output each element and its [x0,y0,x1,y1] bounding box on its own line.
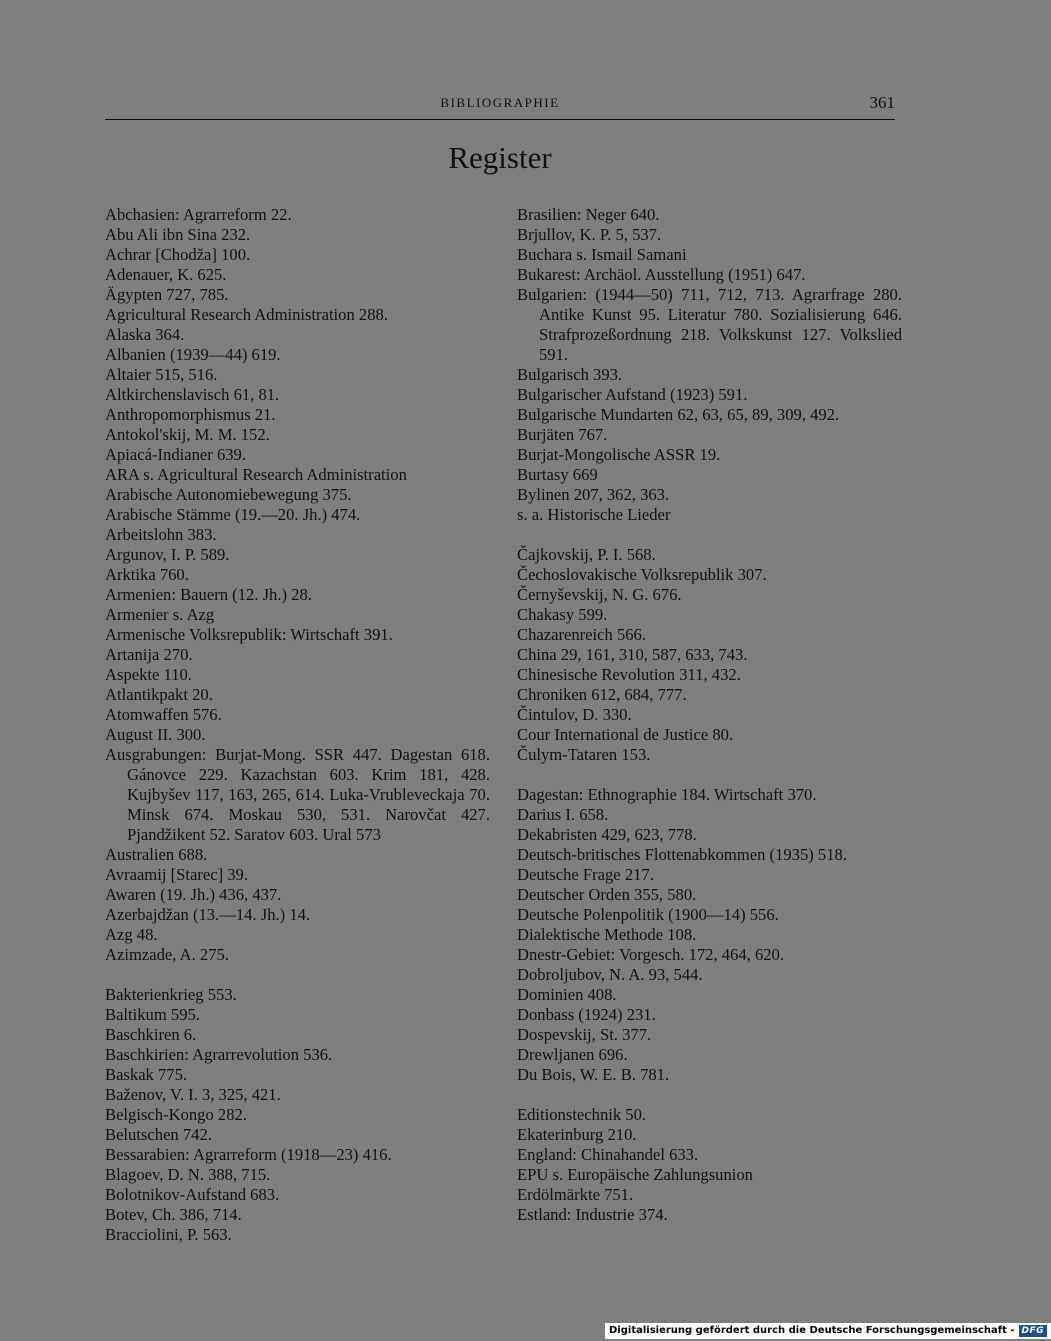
left-column [105,205,490,1245]
index-entry: Armenier s. Azg [105,605,215,624]
index-entry: Australien 688. [105,845,208,864]
footer-credit [605,1323,1051,1339]
header-rule [105,119,895,120]
index-entry: Botev, Ch. 386, 714. [105,1205,242,1224]
index-entry: Brasilien: Neger 640. [517,205,660,224]
index-entry: Dnestr-Gebiet: Vorgesch. 172, 464, 620. [517,945,784,964]
index-entry: Buchara s. Ismail Samani [517,245,687,264]
index-entry: Dospevskij, St. 377. [517,1025,652,1044]
index-entry: Azimzade, A. 275. [105,945,229,964]
index-entry: Chazarenreich 566. [517,625,646,644]
index-entry: Burjat-Mongolische ASSR 19. [517,445,721,464]
index-entry: Arabische Stämme (19.—20. Jh.) 474. [105,505,361,524]
index-entry: Arbeitslohn 383. [105,525,217,544]
index-entry: Achrar [Chodža] 100. [105,245,251,264]
index-entry: Abchasien: Agrarreform 22. [105,205,292,224]
index-entry: Dialektische Methode 108. [517,925,697,944]
index-entry: Bessarabien: Agrarreform (1918—23) 416. [105,1145,392,1164]
index-entry: Arabische Autonomiebewegung 375. [105,485,352,504]
index-entry: Brjullov, K. P. 5, 537. [517,225,662,244]
index-entry: Atomwaffen 576. [105,705,222,724]
group-gap [105,965,490,985]
footer-text: Digitalisierung gefördert durch die Deutsche Forschungsgemeinschaft - [609,1325,1015,1336]
index-entry: China 29, 161, 310, 587, 633, 743. [517,645,748,664]
index-entry: Blagoev, D. N. 388, 715. [105,1165,271,1184]
index-entry: Darius I. 658. [517,805,609,824]
index-entry: Chinesische Revolution 311, 432. [517,665,741,684]
index-entry: Deutsch-britisches Flottenabkommen (1935) 518. [517,845,847,864]
index-entry: Altaier 515, 516. [105,365,218,384]
index-entry: Burtasy 669 [517,465,598,484]
index-entry: Bukarest: Archäol. Ausstellung (1951) 647. [517,265,806,284]
index-entry: Čajkovskij, P. I. 568. [517,545,656,564]
index-entry: Baženov, V. I. 3, 325, 421. [105,1085,281,1104]
index-entry: August II. 300. [105,725,206,744]
index-entry: Dominien 408. [517,985,617,1004]
running-title: BIBLIOGRAPHIE [440,95,560,110]
index-entry: Bulgarische Mundarten 62, 63, 65, 89, 309, 492. [517,405,840,424]
group-gap [517,1085,902,1105]
index-entry: Editionstechnik 50. [517,1105,647,1124]
index-entry: Atlantikpakt 20. [105,685,213,704]
index-entry: Donbass (1924) 231. [517,1005,656,1024]
index-entry: Bakterienkrieg 553. [105,985,237,1004]
index-entry: Argunov, I. P. 589. [105,545,230,564]
index-entry: Antokol'skij, M. M. 152. [105,425,270,444]
index-entry: Dagestan: Ethnographie 184. Wirtschaft 370. [517,785,817,804]
index-entry: Anthropomorphismus 21. [105,405,276,424]
index-entry: Adenauer, K. 625. [105,265,227,284]
right-column [517,205,902,1225]
index-entry: Bracciolini, P. 563. [105,1225,232,1244]
running-head [105,93,895,115]
index-entry: Baskak 775. [105,1065,188,1084]
index-entry: Bolotnikov-Aufstand 683. [105,1185,280,1204]
index-entry: Chroniken 612, 684, 777. [517,685,687,704]
index-entry: Ausgrabungen: Burjat-Mong. SSR 447. Dagestan 618. Gánovce 229. Kazachstan 603. Krim 181, 428. Kujbyšev 117, 163, 265, 614. Luka-Vrubleveckaja 70. Minsk 674. Moskau 530, 531. Narovčat 427. Pjandžikent 52. Saratov 603. Ural 573 [105,745,490,844]
index-entry: Dobroljubov, N. A. 93, 544. [517,965,703,984]
index-entry: Deutsche Frage 217. [517,865,654,884]
index-entry: Albanien (1939—44) 619. [105,345,281,364]
index-entry: Artanija 270. [105,645,193,664]
index-entry: Ekaterinburg 210. [517,1125,637,1144]
index-entry: Bulgarisch 393. [517,365,623,384]
index-entry: Abu Ali ibn Sina 232. [105,225,251,244]
index-entry: Baschkirien: Agrarrevolution 536. [105,1045,333,1064]
index-entry: Bylinen 207, 362, 363. [517,485,670,504]
index-entry: Belutschen 742. [105,1125,212,1144]
index-entry: Estland: Industrie 374. [517,1205,668,1224]
index-entry: Armenien: Bauern (12. Jh.) 28. [105,585,312,604]
page-title: Register [448,140,552,175]
index-entry: Belgisch-Kongo 282. [105,1105,247,1124]
index-entry: ARA s. Agricultural Research Administration [105,465,407,484]
index-entry: Ägypten 727, 785. [105,285,229,304]
group-gap [517,525,902,545]
index-entry: England: Chinahandel 633. [517,1145,699,1164]
index-entry: Drewljanen 696. [517,1045,628,1064]
index-entry: Bulgarischer Aufstand (1923) 591. [517,385,748,404]
index-entry: Chakasy 599. [517,605,608,624]
index-entry: EPU s. Europäische Zahlungsunion [517,1165,753,1184]
index-entry: Aspekte 110. [105,665,192,684]
index-entry: s. a. Historische Lieder [517,505,671,524]
index-entry: Čintulov, D. 330. [517,705,632,724]
index-entry: Dekabristen 429, 623, 778. [517,825,697,844]
index-entry: Arktika 760. [105,565,189,584]
index-entry: Apiacá-Indianer 639. [105,445,246,464]
index-entry: Altkirchenslavisch 61, 81. [105,385,280,404]
index-entry: Armenische Volksrepublik: Wirtschaft 391. [105,625,393,644]
index-entry: Deutscher Orden 355, 580. [517,885,697,904]
group-gap [517,765,902,785]
index-entry: Azg 48. [105,925,158,944]
index-entry: Čulym-Tataren 153. [517,745,651,764]
page-number: 361 [869,93,895,112]
index-entry: Burjäten 767. [517,425,608,444]
index-entry: Černyševskij, N. G. 676. [517,585,682,604]
index-entry: Awaren (19. Jh.) 436, 437. [105,885,282,904]
index-entry: Čechoslovakische Volksrepublik 307. [517,565,767,584]
index-entry: Agricultural Research Administration 288. [105,305,388,324]
index-entry: Baltikum 595. [105,1005,200,1024]
index-entry: Alaska 364. [105,325,185,344]
index-entry: Cour International de Justice 80. [517,725,734,744]
index-entry: Deutsche Polenpolitik (1900—14) 556. [517,905,779,924]
index-entry: Avraamij [Starec] 39. [105,865,248,884]
index-entry: Du Bois, W. E. B. 781. [517,1065,670,1084]
index-entry: Bulgarien: (1944—50) 711, 712, 713. Agrarfrage 280. Antike Kunst 95. Literatur 780. Sozialisierung 646. Strafprozeßordnung 218. Volkskunst 127. Volkslied 591. [517,285,902,364]
index-entry: Azerbajdžan (13.—14. Jh.) 14. [105,905,311,924]
index-entry: Baschkiren 6. [105,1025,197,1044]
index-entry: Erdölmärkte 751. [517,1185,634,1204]
dfg-logo: DFG [1019,1325,1048,1337]
